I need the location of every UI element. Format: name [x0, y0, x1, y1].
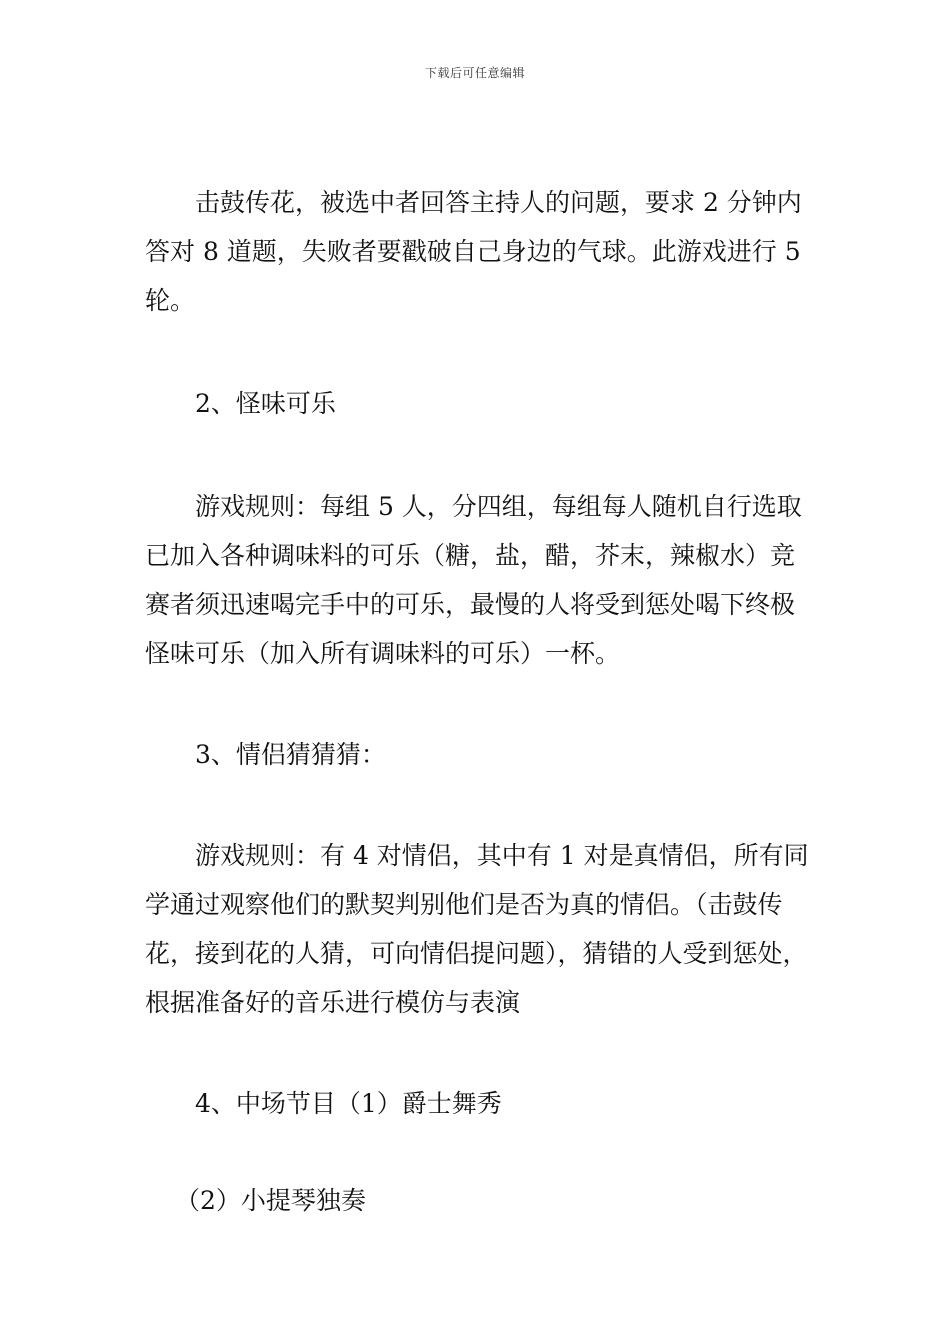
paragraph-game-1-rules: 击鼓传花，被选中者回答主持人的问题，要求 2 分钟内答对 8 道题，失败者要戳破自己身边的气球。此游戏进行 5 轮。 [145, 188, 802, 315]
heading-game-2: 2、怪味可乐 [195, 389, 336, 418]
heading-game-3: 3、情侣猜猜猜： [195, 740, 386, 769]
document-body [145, 178, 813, 1225]
page-header: 下载后可任意编辑 [424, 66, 525, 80]
heading-intermission-program: 4、中场节目（1）爵士舞秀 [195, 1089, 502, 1118]
item-violin-solo: （2）小提琴独奏 [175, 1186, 366, 1215]
paragraph-game-2-rules: 游戏规则：每组 5 人，分四组，每组每人随机自行选取已加入各种调味料的可乐（糖，盐，醋，芥末，辣椒水）竞赛者须迅速喝完手中的可乐，最慢的人将受到惩处喝下终极怪味可乐（加入所有调味料的可乐）一杯。 [145, 492, 802, 668]
paragraph-game-3-rules: 游戏规则：有 4 对情侣，其中有 1 对是真情侣，所有同学通过观察他们的默契判别他们是否为真的情侣。（击鼓传花，接到花的人猜，可向情侣提问题），猜错的人受到惩处，根据准备好的音乐进行模仿与表演 [145, 841, 809, 1017]
